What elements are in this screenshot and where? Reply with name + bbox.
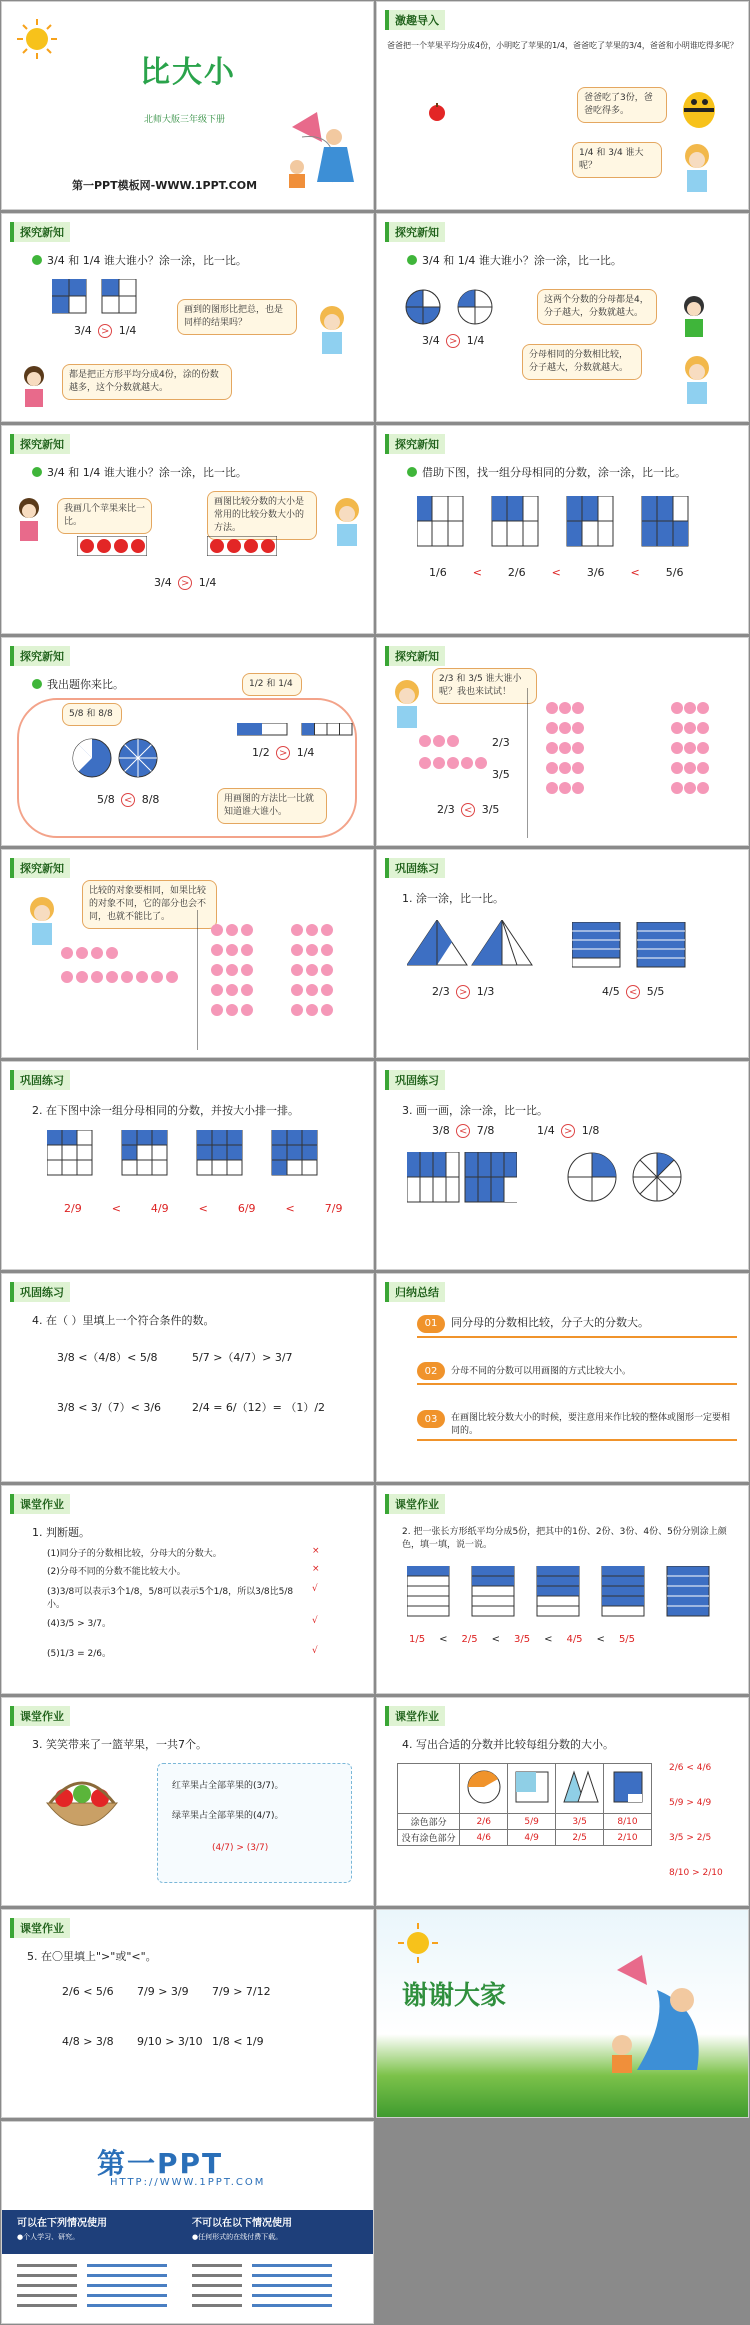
circle-diagrams [72,738,162,783]
compare-result: 3/4 > 1/4 [74,324,137,337]
bubble-1: 这两个分数的分母都是4，分子越大，分数就越大。 [537,289,657,325]
slide-thanks[interactable] [376,1909,749,2118]
compare-result-1: 5/8 < 8/8 [97,793,160,806]
bubble-3: 用画图的方法比一比就知道谁大谁小。 [217,788,327,824]
slide-homework-1[interactable] [1,1485,374,1694]
fraction-3: 3/6 [586,566,605,579]
compare-result: 2/3 < 3/5 [437,803,500,816]
right-label: 3/5 [492,768,510,781]
slide-homework-5[interactable] [1,1909,374,2118]
question-text: 5. 在〇里填上">"或"<"。 [27,1950,157,1963]
compare-symbol[interactable]: < [461,803,475,817]
compare-symbol[interactable]: > [456,985,470,999]
slide-tag: 探究新知 [10,434,70,454]
judge-mark-4: √ [312,1616,318,1626]
girl-illustration [12,496,47,551]
compare-item-4: 4/8 > 3/8 [62,2035,114,2048]
answer-order [409,1634,635,1645]
lt-symbol: < [439,1634,448,1645]
result-4: 8/10 > 2/10 [669,1868,723,1878]
kid-illustration [677,294,712,344]
grid-diagrams [47,1130,337,1180]
fraction-order [429,566,683,579]
judge-item-2: (2)分母不同的分数不能比较大小。 [47,1567,186,1577]
compare-symbol[interactable]: < [456,1124,470,1138]
lt-symbol: < [198,1202,208,1215]
slide-tag: 巩固练习 [10,1282,70,1302]
slide-practice-3[interactable] [376,1061,749,1270]
lt-symbol: < [551,566,561,579]
lt-symbol: < [285,1202,295,1215]
item-3: 3/8 < 3/（7）< 3/6 [57,1401,162,1414]
question-text: 3. 笑笑带来了一篮苹果，一共7个。 [32,1738,207,1751]
bubble-2: 画图比较分数的大小是常用的比较分数大小的方法。 [207,491,317,540]
compare-symbol[interactable]: > [276,746,290,760]
apple-row-left [77,536,147,556]
compare-symbol[interactable]: < [121,793,135,807]
kid-illustration [17,364,52,414]
sun-icon [16,18,58,60]
answer-line-3: (4/7) > (3/7) [212,1843,269,1853]
bar-grid-diagrams [407,1152,517,1207]
question-text: 1. 判断题。 [32,1526,90,1539]
compare-symbol[interactable]: > [178,576,192,590]
footer-left-title: 可以在下列情况使用 [17,2218,107,2229]
answer-5: 5/5 [618,1634,636,1645]
row2-cell: 4/6 [460,1830,508,1846]
slide-tag: 课堂作业 [10,1918,70,1938]
slide-tag: 探究新知 [385,434,445,454]
lt-symbol: < [596,1634,605,1645]
slide-cover[interactable] [1,1,374,210]
circle-diagrams [405,289,495,329]
judge-item-4: (4)3/5 > 3/7。 [47,1619,111,1629]
answer-line-1: 红苹果占全部苹果的(3/7)。 [172,1781,284,1791]
question-text: 2. 把一张长方形纸平均分成5份，把其中的1份、2份、3份、4份、5份分别涂上颜色，填一填，说一说。 [402,1527,727,1550]
fraction-2: 2/6 [507,566,526,579]
peach-rows [417,733,497,773]
intro-text: 爸爸把一个苹果平均分成4份，小明吃了苹果的1/4，爸爸吃了苹果的3/4，爸爸和小明谁吃得多呢？ [387,41,738,50]
judge-mark-1: × [312,1546,320,1556]
compare-item-1: 2/6 < 5/6 [62,1985,114,1998]
cover-site: 第一PPT模板网-WWW.1PPT.COM [72,179,258,192]
circle-diagrams [567,1152,687,1207]
fraction-4: 7/9 [324,1202,343,1215]
footer-banner [2,2210,373,2254]
slide-explore-4[interactable] [376,425,749,634]
result-2: 5/9 > 4/9 [669,1798,712,1808]
strip-diagrams [407,1566,727,1621]
compare-symbol[interactable]: > [446,334,460,348]
lt-symbol: < [111,1202,121,1215]
summary-point-3: 03 在画图比较分数大小的时候，要注意用来作比较的整体或图形一定要相同的。 [417,1410,737,1441]
girl-illustration [312,304,352,364]
answer-3: 3/5 [513,1634,531,1645]
girl-illustration [677,142,717,202]
fraction-order [64,1202,342,1215]
item-4: 2/4 = 6/（12）= （1）/2 [192,1401,326,1414]
lt-symbol: < [544,1634,553,1645]
slide-explore-6[interactable] [376,637,749,846]
row2-cell: 2/5 [556,1830,604,1846]
bee-illustration [677,82,722,132]
intro-bubble-1: 爸爸吃了3份，爸爸吃得多。 [577,87,667,123]
bubble-1: 5/8 和 8/8 [62,703,122,726]
peach-rows [57,945,197,990]
compare-result-2: 4/5 < 5/5 [602,985,665,998]
row1-label: 涂色部分 [398,1814,460,1830]
slide-tag: 探究新知 [385,646,445,666]
compare-item-6: 1/8 < 1/9 [212,2035,264,2048]
bubble-2: 都是把正方形平均分成4份，涂的份数越多，这个分数就越大。 [62,364,232,400]
slide-explore-7[interactable] [1,849,374,1058]
thanks-title: 谢谢大家 [402,1981,507,2011]
summary-point-1: 01 同分母的分数相比较，分子大的分数大。 [417,1314,737,1338]
footer-logo: 第一PPT [97,2147,224,2180]
item-2: 5/7 >（4/7）> 3/7 [192,1351,293,1364]
rectangle-diagrams [417,496,717,556]
compare-result: 3/4 > 1/4 [154,576,217,589]
footer-right-note: ●任何形式的在线付费下载。 [192,2233,283,2241]
grid-icon [512,1769,552,1805]
apple-basket-illustration [42,1768,122,1838]
footer-url: HTTP://WWW.1PPT.COM [110,2177,266,2188]
slide-practice-2[interactable] [1,1061,374,1270]
compare-result-2: 1/4 > 1/8 [537,1124,600,1137]
fraction-2: 4/9 [150,1202,169,1215]
slide-practice-4[interactable] [1,1273,374,1482]
kids-kite-illustration [577,1950,737,2100]
compare-result-1: 3/8 < 7/8 [432,1124,495,1137]
bar-diagrams [237,723,357,737]
cover-subtitle: 北师大版三年级下册 [144,115,226,125]
girl-illustration [327,496,367,556]
slide-tag: 课堂作业 [385,1494,445,1514]
fraction-1: 2/9 [64,1202,82,1215]
fraction-4: 5/6 [665,566,684,579]
lt-symbol: < [491,1634,500,1645]
row1-cell: 8/10 [604,1814,652,1830]
triangle-diagrams [407,920,537,970]
bubble-2: 1/2 和 1/4 [242,673,302,696]
slide-tag: 探究新知 [10,858,70,878]
question-text: 2. 在下图中涂一组分母相同的分数，并按大小排一排。 [32,1104,299,1117]
slide-tag: 巩固练习 [10,1070,70,1090]
left-label: 2/3 [492,736,510,749]
answer-2: 2/5 [461,1634,478,1645]
slide-tag: 激趣导入 [385,10,445,30]
judge-item-1: (1)同分子的分数相比较，分母大的分数大。 [47,1549,222,1559]
cubes-icon [608,1769,648,1805]
row2-label: 没有涂色部分 [398,1830,460,1846]
compare-symbol[interactable]: < [626,985,640,999]
question-text: 3/4 和 1/4 谁大谁小？涂一涂，比一比。 [32,464,247,480]
lt-symbol: < [472,566,482,579]
judge-mark-5: √ [312,1646,318,1656]
question-text: 4. 写出合适的分数并比较每组分数的大小。 [402,1738,614,1751]
peach-grid [197,910,362,1050]
intro-bubble-2: 1/4 和 3/4 谁大呢？ [572,142,662,178]
kite-kids-illustration [262,102,362,192]
bubble-1: 比较的对象要相同，如果比较的对象不同，它的部分也会不同，也就不能比了。 [82,880,217,929]
item-1: 3/8 <（4/8）< 5/8 [57,1351,158,1364]
fraction-table [397,1763,652,1846]
slide-explore-5[interactable] [1,637,374,846]
slide-summary[interactable] [376,1273,749,1482]
question-text: 1. 涂一涂，比一比。 [402,892,504,905]
question-text: 3. 画一画，涂一涂，比一比。 [402,1104,548,1117]
slide-tag: 巩固练习 [385,858,445,878]
compare-symbol[interactable]: > [561,1124,575,1138]
row1-cell: 2/6 [460,1814,508,1830]
row2-cell: 4/9 [508,1830,556,1846]
question-text: 3/4 和 1/4 谁大谁小？涂一涂，比一比。 [32,252,247,268]
slide-tag: 归纳总结 [385,1282,445,1302]
footer-right-title: 不可以在以下情况使用 [192,2218,292,2229]
judge-mark-3: √ [312,1584,318,1594]
slide-tag: 探究新知 [10,646,70,666]
slide-explore-2[interactable] [376,213,749,422]
fraction-3: 6/9 [237,1202,256,1215]
slide-tag: 巩固练习 [385,1070,445,1090]
row1-cell: 3/5 [556,1814,604,1830]
question-text: 3/4 和 1/4 谁大谁小？涂一涂，比一比。 [407,252,622,268]
bubble-2: 分母相同的分数相比较，分子越大，分数就越大。 [522,344,642,380]
summary-point-2: 02 分母不同的分数可以用画图的方式比较大小。 [417,1362,737,1385]
rect-stack-diagrams [572,922,702,970]
slide-intro[interactable] [376,1,749,210]
slide-tag: 探究新知 [10,222,70,242]
sun-icon [397,1922,439,1964]
compare-item-5: 9/10 > 3/10 [137,2035,203,2048]
girl-illustration [22,895,62,955]
question-text: 我出题你来比。 [32,676,124,692]
compare-result: 3/4 > 1/4 [422,334,485,347]
girl-illustration [387,678,427,738]
slide-explore-3[interactable] [1,425,374,634]
apple-icon [427,102,447,122]
slide-tag: 课堂作业 [10,1706,70,1726]
answer-4: 4/5 [566,1634,583,1645]
compare-item-2: 7/9 > 3/9 [137,1985,189,1998]
cover-title: 比大小 [140,55,236,90]
question-text: 借助下图，找一组分母相同的分数，涂一涂，比一比。 [407,464,686,480]
bubble-1: 画到的图形比把总，也是同样的结果吗？ [177,299,297,335]
footer-links-block [17,2262,357,2322]
compare-result-1: 2/3 > 1/3 [432,985,495,998]
result-3: 3/5 > 2/5 [669,1833,712,1843]
footer-left-note: ●个人学习、研究。 [17,2233,80,2241]
slide-explore-1[interactable] [1,213,374,422]
girl-illustration [677,354,717,414]
slide-practice-1[interactable] [376,849,749,1058]
square-diagrams [52,279,142,319]
row2-cell: 2/10 [604,1830,652,1846]
judge-item-3: (3)3/8可以表示3个1/8，5/8可以表示5个1/8，所以3/8比5/8小。 [47,1587,294,1610]
peach-grid [527,688,737,838]
answer-line-2: 绿苹果占全部苹果的(4/7)。 [172,1811,284,1821]
slide-tag: 课堂作业 [10,1494,70,1514]
triangles-icon [560,1769,600,1805]
slide-footer-ad[interactable] [1,2121,374,2324]
slide-homework-2[interactable] [376,1485,749,1694]
question-text: 4. 在（ ）里填上一个符合条件的数。 [32,1314,215,1327]
slide-homework-4[interactable] [376,1697,749,1906]
judge-mark-2: × [312,1564,320,1574]
answer-1: 1/5 [409,1634,426,1645]
compare-result-2: 1/2 > 1/4 [252,746,315,759]
hexagon-icon [464,1769,504,1805]
slide-tag: 课堂作业 [385,1706,445,1726]
compare-item-3: 7/9 > 7/12 [212,1985,271,1998]
compare-symbol[interactable]: > [98,324,112,338]
bubble-1: 2/3 和 3/5 谁大谁小呢？我也来试试！ [432,668,537,704]
row1-cell: 5/9 [508,1814,556,1830]
bubble-1: 我画几个苹果来比一比。 [57,498,152,534]
slide-homework-3[interactable] [1,1697,374,1906]
slide-tag: 探究新知 [385,222,445,242]
judge-item-5: (5)1/3 = 2/6。 [47,1649,111,1659]
apple-row-right [207,536,277,556]
lt-symbol: < [630,566,640,579]
fraction-1: 1/6 [429,566,447,579]
result-1: 2/6 < 4/6 [669,1763,712,1773]
